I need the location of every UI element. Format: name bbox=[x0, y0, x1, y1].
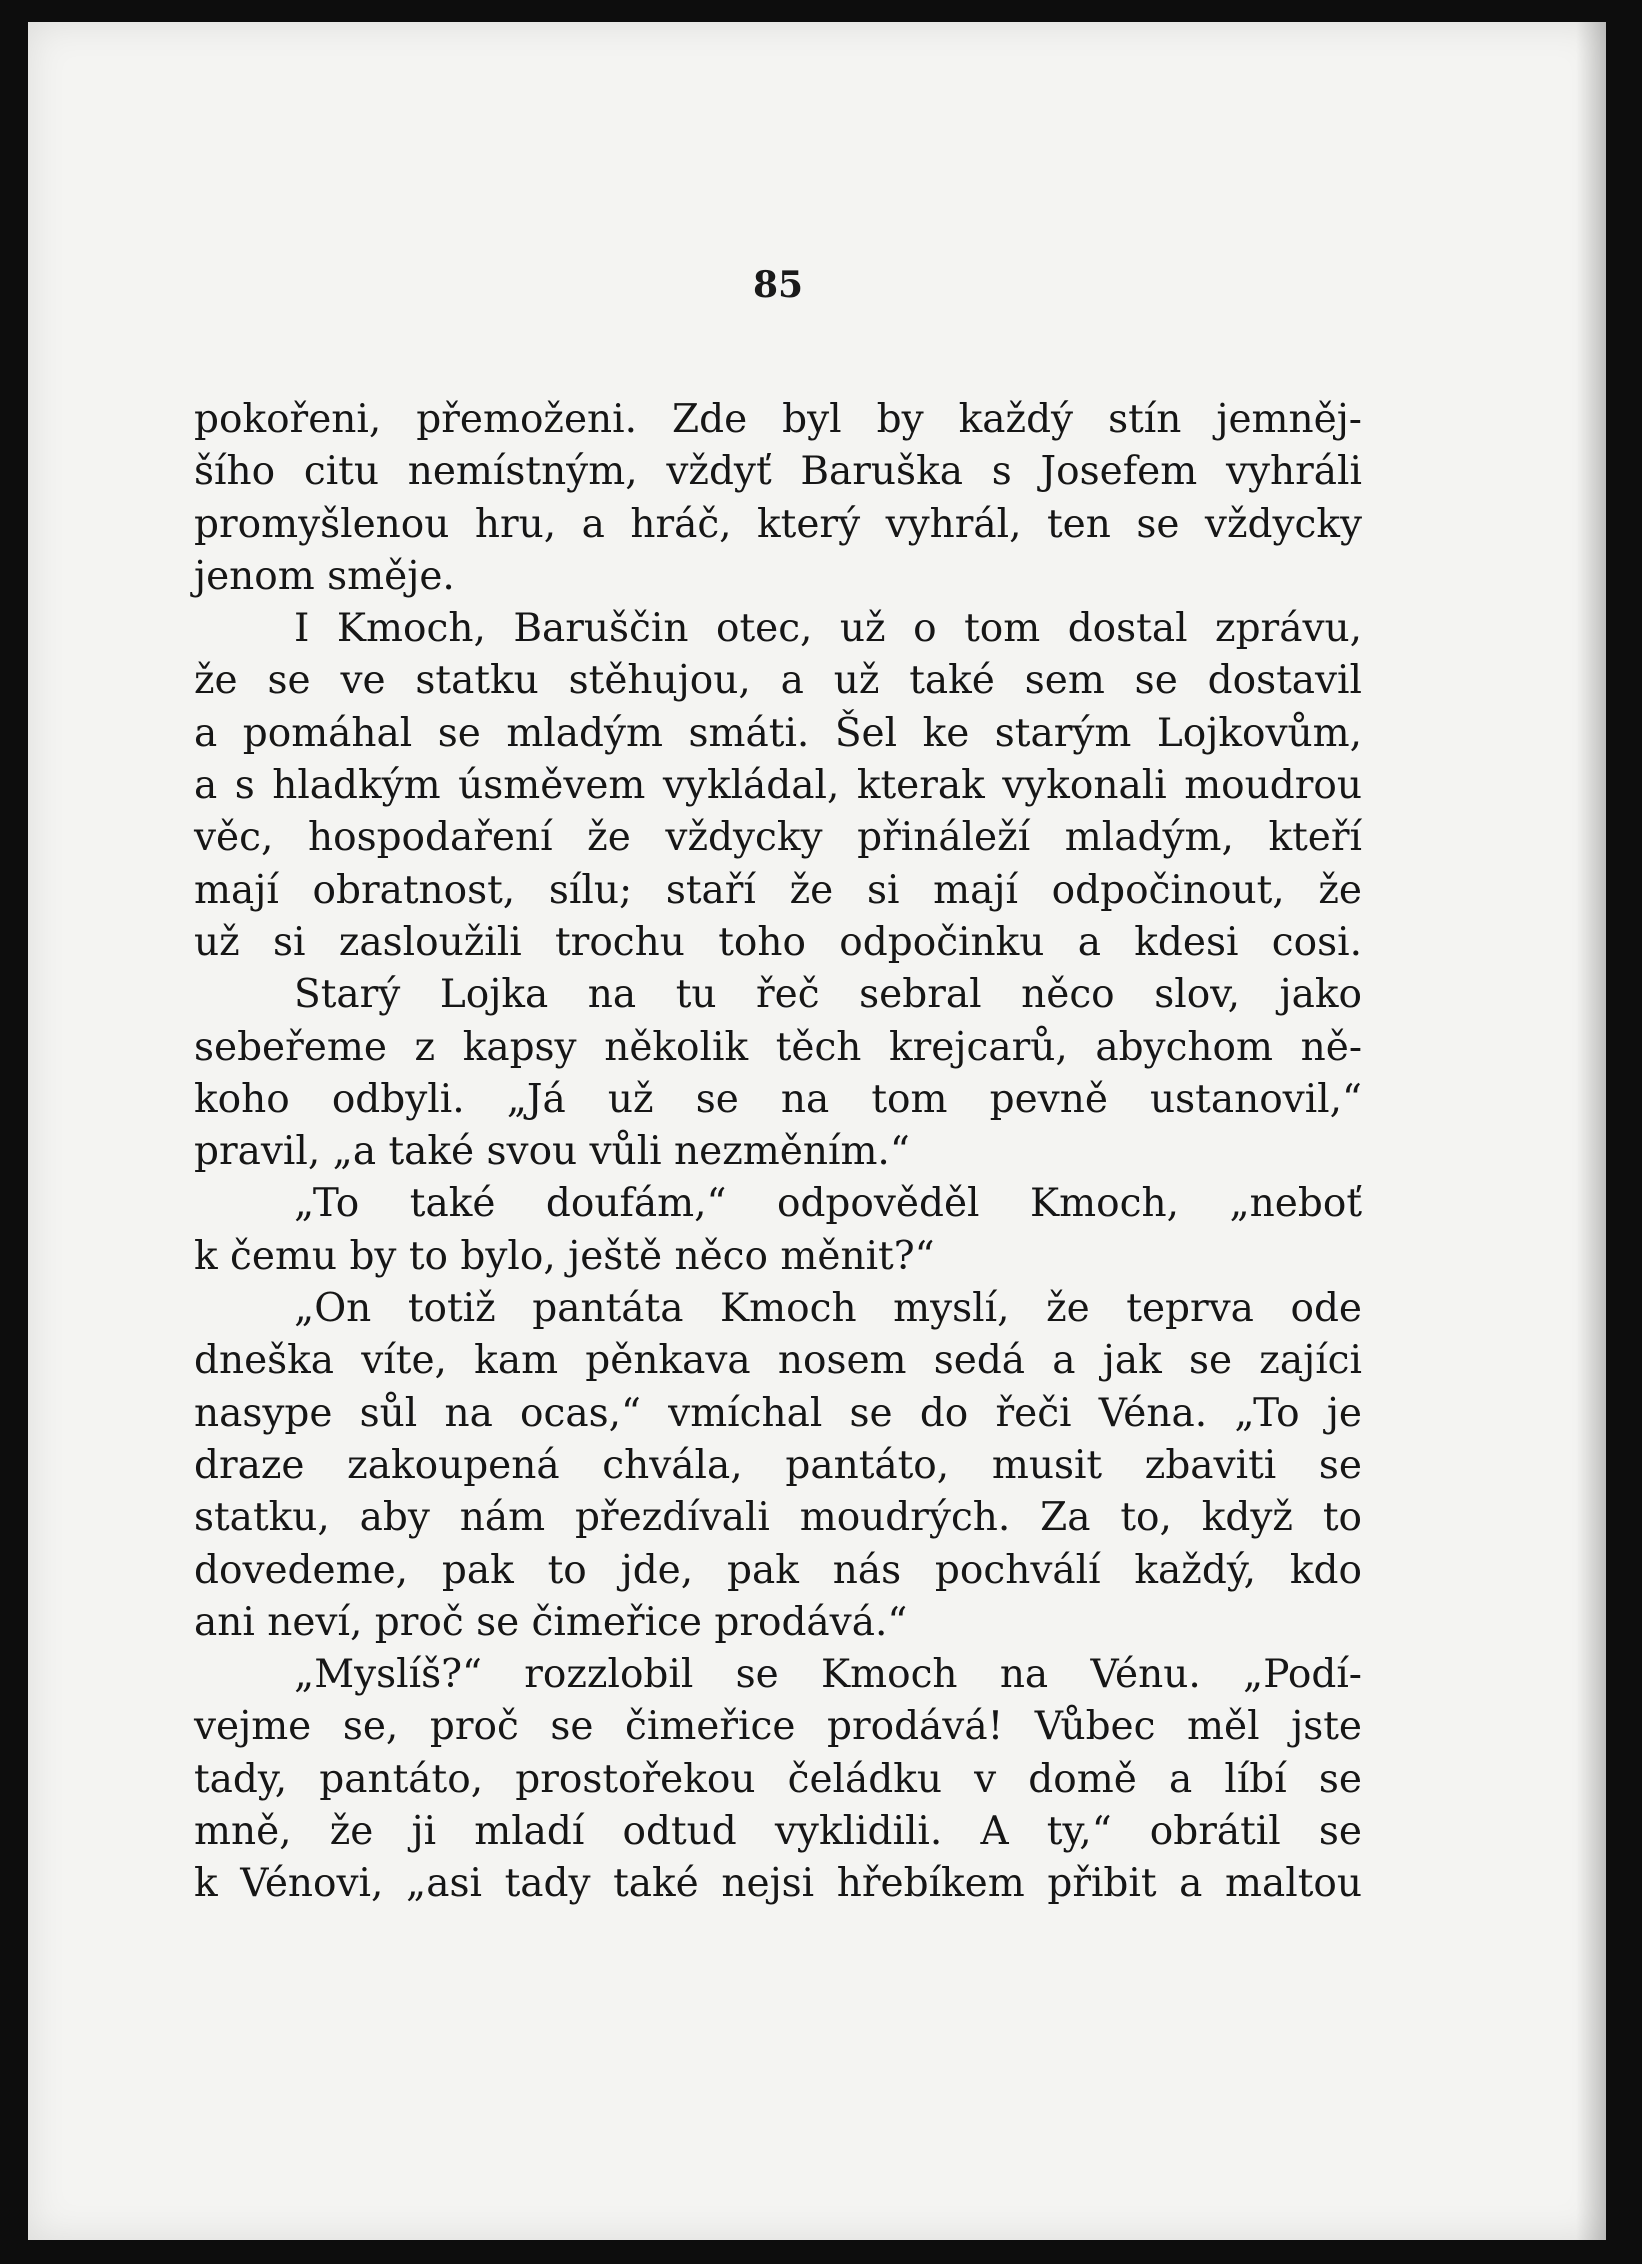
text-line: „To také doufám,“ odpověděl Kmoch, „neboť bbox=[294, 1181, 1362, 1227]
body-text bbox=[194, 394, 1362, 1911]
text-line: vejme se, proč se čimeřice prodává! Vůbec měl jste bbox=[194, 1704, 1362, 1750]
text-line: jenom směje. bbox=[194, 553, 455, 599]
text-line: draze zakoupená chvála, pantáto, musit zbaviti se bbox=[194, 1442, 1362, 1488]
text-line: pokořeni, přemoženi. Zde byl by každý stín jemněj- bbox=[194, 397, 1362, 442]
text-line: dovedeme, pak to jde, pak nás pochválí každý, kdo bbox=[194, 1547, 1362, 1593]
page-number: 85 bbox=[752, 264, 804, 306]
text-line: nasype sůl na ocas,“ vmíchal se do řeči Véna. „To je bbox=[194, 1390, 1362, 1436]
text-line: a pomáhal se mladým smáti. Šel ke starým Lojkovům, bbox=[194, 710, 1362, 756]
text-line: věc, hospodaření že vždycky přináleží mladým, kteří bbox=[194, 815, 1362, 861]
text-line: že se ve statku stěhujou, a už také sem se dostavil bbox=[194, 658, 1362, 704]
text-line: a s hladkým úsměvem vykládal, kterak vykonali moudrou bbox=[194, 763, 1362, 809]
text-line: k Vénovi, „asi tady také nejsi hřebíkem přibit a maltou bbox=[194, 1861, 1362, 1907]
text-line: „Myslíš?“ rozzlobil se Kmoch na Vénu. „Podí- bbox=[294, 1652, 1362, 1698]
text-line: koho odbyli. „Já už se na tom pevně ustanovil,“ bbox=[194, 1076, 1362, 1122]
text-line: statku, aby nám přezdívali moudrých. Za to, když to bbox=[194, 1495, 1362, 1541]
page-edge-shadow bbox=[1576, 22, 1606, 2240]
text-line: k čemu by to bylo, ještě něco měnit?“ bbox=[194, 1233, 935, 1279]
text-line: promyšlenou hru, a hráč, který vyhrál, ten se vždycky bbox=[194, 501, 1362, 547]
text-line: sebeřeme z kapsy několik těch krejcarů, abychom ně- bbox=[194, 1024, 1362, 1070]
book-page bbox=[28, 22, 1606, 2240]
text-line: šího citu nemístným, vždyť Baruška s Josefem vyhráli bbox=[194, 449, 1362, 495]
text-line: dneška víte, kam pěnkava nosem sedá a jak se zajíci bbox=[194, 1338, 1362, 1384]
text-line: mají obratnost, sílu; staří že si mají odpočinout, že bbox=[194, 867, 1362, 913]
text-line: I Kmoch, Baruščin otec, už o tom dostal zprávu, bbox=[294, 606, 1362, 652]
text-line: už si zasloužili trochu toho odpočinku a kdesi cosi. bbox=[194, 919, 1362, 965]
text-line: Starý Lojka na tu řeč sebral něco slov, jako bbox=[294, 972, 1362, 1018]
text-line: tady, pantáto, prostořekou čeládku v domě a líbí se bbox=[194, 1756, 1362, 1802]
text-line: mně, že ji mladí odtud vyklidili. A ty,“ obrátil se bbox=[194, 1809, 1362, 1855]
text-line: ani neví, proč se čimeřice prodává.“ bbox=[194, 1599, 908, 1645]
text-line: pravil, „a také svou vůli nezměním.“ bbox=[194, 1129, 910, 1175]
text-line: „On totiž pantáta Kmoch myslí, že teprva ode bbox=[294, 1286, 1362, 1332]
